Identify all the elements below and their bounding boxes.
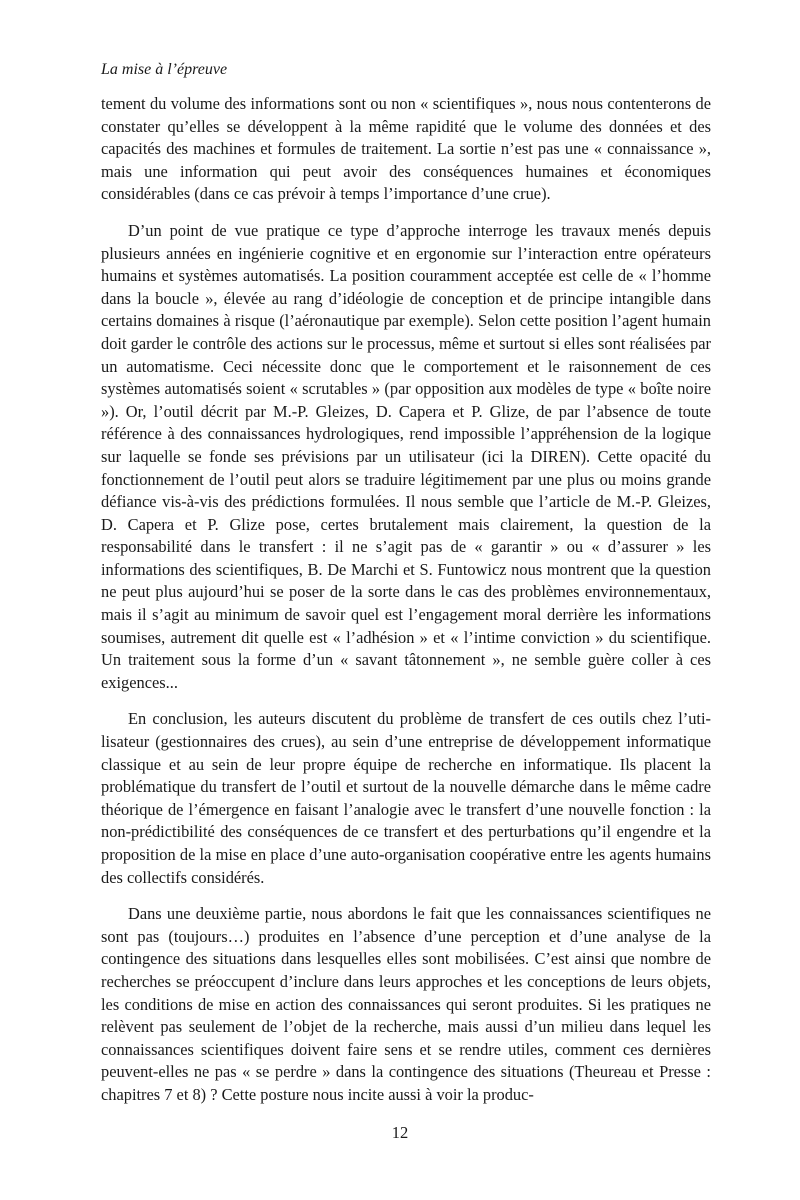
paragraph-conclusion: En conclusion, les auteurs discutent du problème de transfert de ces outils chez l’utilisateur (gestionnaires des crues), au sein d’une entreprise de développement informatique classique et au sein de leur propre équipe de recherche en informatique. Ils placent la problématique du transfert de l’outil et surtout de la nouvelle démarche dans le même cadre théorique de l’émergence en faisant l’analogie avec le transfert d’une nouvelle fonction : la non-prédictibilité des conséquences de ce transfert et des perturbations qu’il engendre et la proposition de la mise en place d’une auto-organisation coopérative entre les agents humains des collectifs considérés.: [101, 709, 711, 887]
paragraph-operator-interaction: D’un point de vue pratique ce type d’approche interroge les travaux menés depuis plusieurs années en ingénierie cognitive et en ergonomie sur l’interaction entre opérateurs humains et systèmes automatisés. La position couramment acceptée est celle de « l’homme dans la boucle », élevée au rang d’idéologie de conception et de principe intangible dans certains domaines à risque (l’aéronautique par exemple). Selon cette position l’agent humain doit garder le contrôle des actions sur le processus, même et surtout si elles sont réalisées par un automatisme. Ceci nécessite donc que le comportement et le raisonnement de ces systèmes automatisés soient « scrutables » (par opposition aux modèles de type « boîte noire »). Or, l’outil décrit par M.-P. Gleizes, D. Capera et P. Glize, de par l’absence de toute référence à des connaissances hydrologiques, rend impossible l’appréhension de la logique sur laquelle se fonde ses prévisions par un utilisateur (ici la DIREN). Cette opacité du fonctionnement de l’outil peut alors se traduire légitimement par une plus ou moins grande défiance vis-à-vis des prédictions formulées. Il nous semble que l’article de M.-P. Gleizes, D. Capera et P. Glize pose, certes brutalement mais clairement, la question de la responsabilité dans le transfert : il ne s’agit pas de « garantir » ou « d’assurer » les informations des scientifiques, B. De Marchi et S. Funtowicz nous montrent que la question ne peut plus aujourd’hui se poser de la sorte dans le cas des problèmes environnementaux, mais il s’agit au minimum de savoir quel est l’engagement moral derrière les informations soumises, autrement dit quelle est « l’adhésion » et « l’intime conviction » du scientifique. Un traitement sous la forme d’un « savant tâtonnement », ne semble guère coller à ces exigences...: [101, 220, 711, 692]
running-head: La mise à l’épreuve: [101, 61, 228, 78]
paragraph-continuation: tement du volume des informations sont ou non « scientifiques », nous nous contenterons de constater qu’elles se développent à la même rapidité que le volume des données et des capacités des machines et formules de traitement. La sortie n’est pas une « connaissance », mais une information qui peut avoir des conséquences humaines et économiques considérables (dans ce cas prévoir à temps l’importance d’une crue).: [101, 94, 711, 204]
body-text: [101, 93, 711, 1121]
page-number: 12: [391, 1123, 409, 1142]
paragraph-second-part: Dans une deuxième partie, nous abordons le fait que les connaissances scientifiques ne sont pas (toujours…) produites en l’absence d’une perception et d’une analyse de la contingence des situations dans lesquelles elles sont mobilisées. C’est ainsi que nombre de recherches se préoccupent d’inclure dans leurs approches et les conceptions de leurs objets, les conditions de mise en action des connaissances qui seront produites. Si les pratiques ne relèvent pas seulement de l’objet de la recherche, mais aussi d’un milieu dans lequel les connaissances scientifiques doivent faire sens et se rendre utiles, comment ces dernières peuvent-elles ne pas « se perdre » dans la contingence des situations (Theureau et Presse : chapitres 7 et 8) ? Cette posture nous incite aussi à voir la produc-: [101, 904, 711, 1104]
